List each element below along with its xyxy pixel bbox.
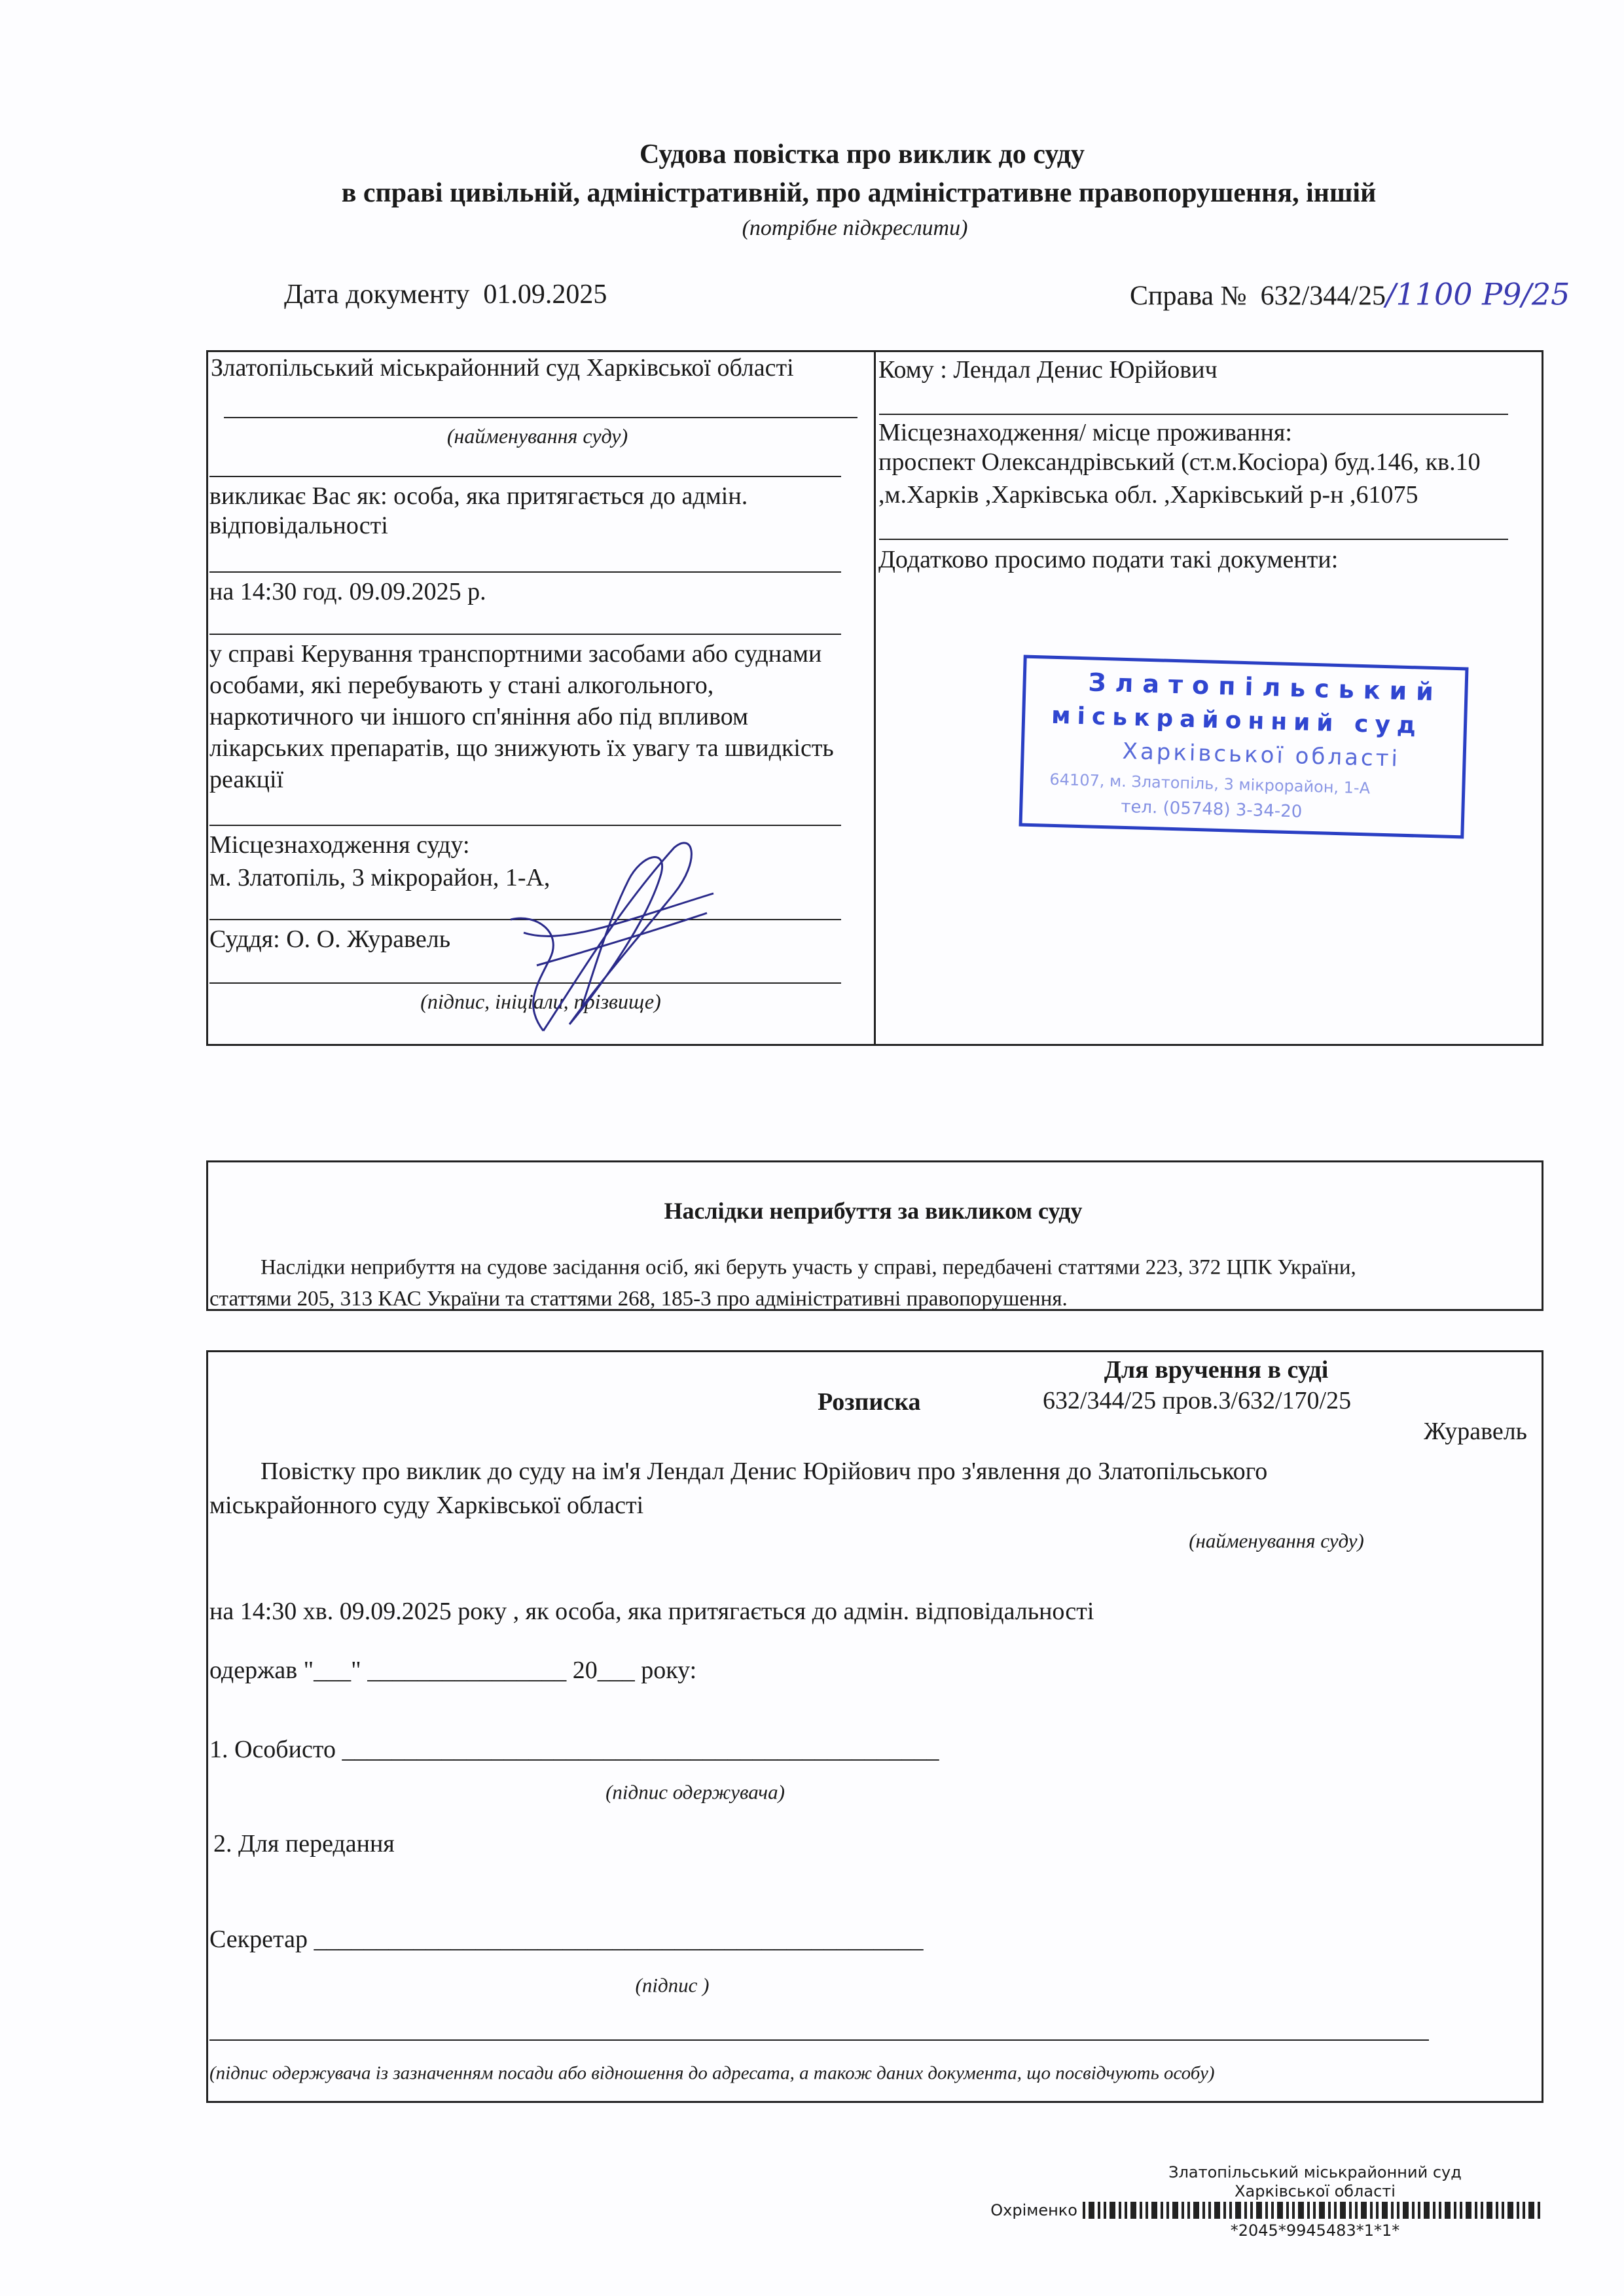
receipt-text-line1: Повістку про виклик до суду на ім'я Лендал Денис Юрійович про з'явлення до Златопільського [261,1458,1268,1485]
summons-role-line2: відповідальності [209,512,388,539]
barcode-bar [1507,2202,1513,2219]
barcode-bar [1523,2202,1525,2219]
barcode-bar [1412,2202,1415,2219]
barcode-bar [1340,2202,1346,2219]
barcode-bar [1487,2202,1492,2219]
stamp-line3: Харківської області [1122,738,1401,772]
receipt-time-line: на 14:30 хв. 09.09.2025 року , як особа, яка притягається до адмін. відповідальності [209,1598,1094,1625]
case-subject-line: наркотичного чи іншого сп'яніння або під впливом [209,703,749,730]
case-label: Справа № [1130,281,1247,312]
case-subject-line: у справі Керування транспортними засобами або суднами [209,640,822,668]
barcode-bar [1104,2202,1106,2219]
barcode-bar [1349,2202,1352,2219]
barcode-bar [1460,2202,1462,2219]
barcode-bar [1151,2202,1157,2219]
barcode-bar [1466,2202,1471,2219]
stamp-line1: Златопільський [1088,668,1443,707]
signature-line [209,2039,1429,2041]
barcode-bar [1445,2202,1451,2219]
divider [209,571,841,573]
barcode-bar [1277,2202,1283,2219]
title-line1: Судова повістка про виклик до суду [640,139,1085,170]
case-subject-line: особами, які перебувають у стані алкогольного, [209,672,714,699]
divider [209,476,841,477]
column-divider [874,350,876,1046]
barcode-bar [1182,2202,1184,2219]
footer-clerk: Охріменко [990,2201,1077,2219]
barcode-bar [1334,2202,1337,2219]
barcode-bar [1454,2202,1456,2219]
barcode-bar [1098,2202,1100,2219]
barcode-bar [1229,2202,1232,2219]
residence-line1: проспект Олександрівський (ст.м.Косіора) буд.146, кв.10 [878,448,1481,476]
receipt-for-transfer: 2. Для передання [213,1830,395,1857]
barcode-bar [1313,2202,1316,2219]
recipient-signature-caption: (підпис одержувача) [605,1780,785,1804]
court-stamp [1019,655,1468,839]
barcode-bar [1328,2202,1331,2219]
barcode-bar [1110,2202,1115,2219]
receipt-case-ref: 632/344/25 пров.3/632/170/25 [1043,1387,1352,1414]
judge-signature [497,834,733,1037]
footer-court-line2: Харківської області [1235,2182,1396,2200]
receipt-text-line2: міськрайонного суду Харківської області [209,1492,644,1519]
barcode-bar [1146,2202,1148,2219]
document-date-value: 01.09.2025 [483,279,607,310]
barcode-bar [1370,2202,1373,2219]
barcode-bar [1307,2202,1310,2219]
barcode-bar [1403,2202,1409,2219]
barcode-bar [1202,2202,1205,2219]
barcode-bar [1250,2202,1253,2219]
divider [209,825,841,826]
barcode-bar [1475,2202,1477,2219]
documents-request: Додатково просимо подати такі документи: [878,546,1339,573]
barcode-bar [1223,2202,1226,2219]
barcode-bar [1083,2202,1085,2219]
barcode-bar [1391,2202,1394,2219]
barcode-bar [1265,2202,1268,2219]
case-handwritten-note: /1100 Р9/25 [1385,276,1570,312]
barcode-bar [1214,2202,1220,2219]
barcode-bar [1439,2202,1441,2219]
receipt-received-line: одержав "___" ________________ 20___ року: [209,1657,697,1684]
stamp-line5: тел. (05748) 3-34-20 [1120,797,1303,822]
consequences-title: Наслідки неприбуття за викликом суду [664,1198,1083,1224]
barcode-bar [1161,2202,1163,2219]
residence-label: Місцезнаходження/ місце проживання: [878,419,1292,446]
receipt-title: Розписка [818,1388,921,1416]
barcode-bar [1244,2202,1247,2219]
court-location-label: Місцезнаходження суду: [209,831,470,859]
barcode-bar [1166,2202,1169,2219]
barcode-bar [1517,2202,1519,2219]
barcode-bar [1433,2202,1435,2219]
barcode-bar [1089,2202,1094,2219]
receipt-personally: 1. Особисто ________________________________________________ [209,1736,939,1763]
consequences-text-line1: Наслідки неприбуття на судове засідання осіб, які беруть участь у справі, передбачені статтями 223, 372 ЦПК України, [261,1255,1356,1280]
signature-caption: (підпис, ініціали, прізвище) [420,990,661,1013]
divider [224,417,857,418]
barcode-bar [1502,2202,1504,2219]
barcode-bar [1286,2202,1289,2219]
barcode-bar [1355,2202,1358,2219]
barcode-bar [1538,2202,1540,2219]
title-note: (потрібне підкреслити) [742,216,968,240]
barcode-bar [1298,2202,1304,2219]
barcode-bar [1208,2202,1211,2219]
barcode-bar [1397,2202,1399,2219]
delivery-note: Для вручення в суді [1104,1356,1329,1384]
barcode-bar [1319,2202,1325,2219]
barcode-bar [1172,2202,1178,2219]
document-date [284,281,607,308]
case-number-value: 632/344/25 [1260,281,1386,312]
barcode-bar [1361,2202,1367,2219]
receipt-judge: Журавель [1424,1418,1527,1445]
barcode-bar [1496,2202,1498,2219]
barcode-bar [1125,2202,1127,2219]
barcode-bar [1376,2202,1379,2219]
barcode-bar [1382,2202,1388,2219]
divider [209,634,841,635]
footer-court-line1: Златопільський міськрайонний суд [1168,2163,1462,2181]
barcode-bar [1528,2202,1534,2219]
receipt-footer-caption: (підпис одержувача із зазначенням посади або відношення до адресата, а також даних документа, що посвідчують особу) [209,2062,1215,2084]
divider [879,539,1508,540]
court-name-caption: (найменування суду) [446,424,628,448]
document-date-label: Дата документу [284,279,470,310]
stamp-line4: 64107, м. Златопіль, 3 мікрорайон, 1-А [1049,770,1371,798]
barcode-bar [1187,2202,1190,2219]
barcode-bar [1424,2202,1430,2219]
title-line2: в справі цивільній, адміністративній, про адміністративне правопорушення, іншій [341,178,1377,208]
court-name: Златопільський міськрайонний суд Харківської області [211,354,794,382]
barcode-bar [1235,2202,1241,2219]
consequences-text-line2: статтями 205, 313 КАС України та статтями 268, 185-3 про адміністративні правопорушення. [209,1287,1068,1311]
barcode [1083,2202,1546,2219]
barcode-bar [1481,2202,1483,2219]
summons-role-line1: викликає Вас як: особа, яка притягається до адмін. [209,482,748,510]
barcode-bar [1130,2202,1136,2219]
judge-name: Суддя: О. О. Журавель [209,925,451,953]
recipient-name: Кому : Лендал Денис Юрійович [878,356,1218,384]
case-subject-line: реакції [209,766,284,793]
residence-line2: ,м.Харків ,Харківська обл. ,Харківський р-н ,61075 [878,481,1418,509]
barcode-bar [1418,2202,1420,2219]
barcode-text: *2045*9945483*1*1* [1230,2221,1400,2240]
receipt-secretary: Секретар _________________________________________________ [209,1926,924,1953]
divider [879,414,1508,415]
barcode-bar [1119,2202,1121,2219]
barcode-bar [1292,2202,1295,2219]
barcode-bar [1256,2202,1262,2219]
case-subject-line: лікарських препаратів, що знижують їх увагу та швидкість [209,734,834,762]
hearing-time: на 14:30 год. 09.09.2025 р. [209,578,486,605]
court-location: м. Златопіль, 3 мікрорайон, 1-А, [209,864,550,891]
barcode-bar [1193,2202,1199,2219]
secretary-signature-caption: (підпис ) [635,1973,710,1997]
case-number [1130,276,1570,312]
stamp-line2: міськрайонний суд [1051,702,1423,740]
barcode-bar [1140,2202,1142,2219]
receipt-court-caption: (найменування суду) [1189,1529,1364,1552]
barcode-bar [1271,2202,1274,2219]
